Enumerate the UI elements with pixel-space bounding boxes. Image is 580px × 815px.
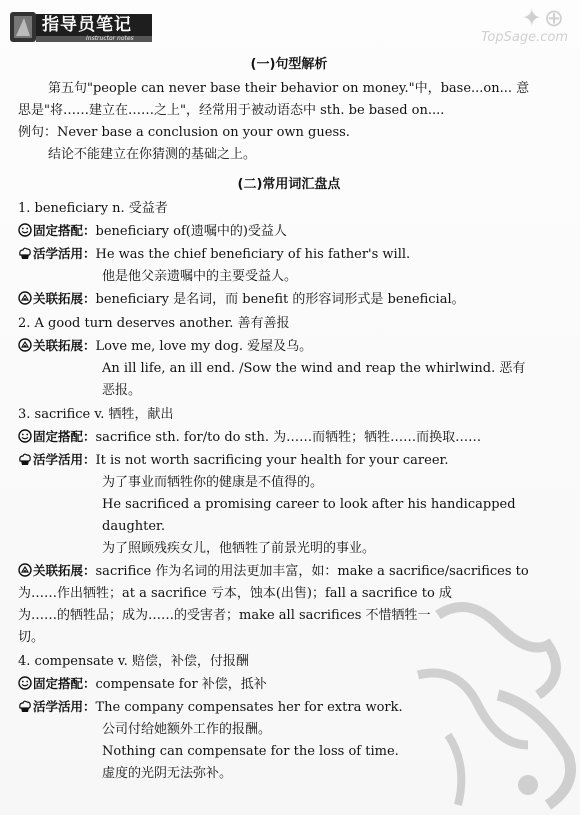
chef-hat-icon [18,699,32,713]
item4-fixed [18,673,560,696]
header-subtitle: Instructor notes [86,35,134,42]
item3-extend-line1: sacrifice 作为名词的用法更加丰富，如：make a sacrifice/sacrifices to [95,564,529,579]
item1-fixed [18,220,560,243]
item1-title: 1. beneficiary n. 受益者 [18,201,168,216]
extend-label: 关联拓展： [33,291,96,306]
section1-para-line2: 思是"将……建立在……之上"，经常用于被动语态中 sth. be based on.... [18,103,445,118]
extend-label: 关联拓展： [33,338,96,353]
item3-extend-line3: 为……的牺牲品；成为……的受害者；make all sacrifices 不惜牺牲一 [18,608,431,623]
item3-extend [18,560,560,583]
example-label: 例句： [18,125,58,140]
item3-usage-en1: It is not worth sacrificing your health for your career. [95,453,449,468]
watermark-top [456,2,576,54]
item3-usage [18,449,560,472]
smiley-icon [18,223,32,237]
item4-usage [18,696,560,719]
item3-usage-zh2: 为了照顾残疾女儿，他牺牲了前景光明的事业。 [102,541,376,556]
watermark-site: TopSage.com [481,30,568,45]
link-circle-icon [18,338,32,352]
item3-usage-en2a: He sacrificed a promising career to look after his handicapped [102,497,516,512]
item1-extend-text: beneficiary 是名词，而 benefit 的形容词形式是 beneficial。 [95,292,465,307]
header-title: 指导员笔记 [42,15,132,35]
item4-usage-zh2: 虚度的光阴无法弥补。 [102,766,233,781]
item4-usage-en1: The company compensates her for extra work. [95,700,403,715]
item3-title: 3. sacrifice v. 牺牲，献出 [18,407,174,422]
smiley-icon [18,676,32,690]
example-zh: 结论不能建立在你猜测的基础之上。 [48,147,257,162]
section1-title: (一)句型解析 [250,57,328,72]
item1-fixed-text: beneficiary of(遗嘱中的)受益人 [95,224,287,239]
item2-extend-line1: Love me, love my dog. 爱屋及乌。 [95,339,313,354]
item1-usage-zh: 他是他父亲遗嘱中的主要受益人。 [102,269,298,284]
item1-usage [18,243,560,266]
link-circle-icon [18,291,32,305]
fixed-label: 固定搭配： [33,429,96,444]
section1-para-line1: 第五句"people can never base their behavior on money."中，base...on... 意 [48,81,530,96]
chef-hat-icon [18,452,32,466]
header-logo [10,8,154,46]
usage-label: 活学活用： [33,452,96,467]
item3-extend-line4: 切。 [18,630,45,645]
item4-fixed-text: compensate for 补偿，抵补 [95,677,267,692]
watermark-glyph: ✦⊕ [521,4,566,32]
fixed-label: 固定搭配： [33,223,96,238]
item2-extend [18,335,560,358]
item4-usage-zh1: 公司付给她额外工作的报酬。 [102,722,272,737]
item3-usage-zh1: 为了事业而牺牲你的健康是不值得的。 [102,475,324,490]
item3-usage-en2b: daughter. [102,519,165,534]
main-content [18,48,560,785]
section1-example [18,122,560,144]
item4-title: 4. compensate v. 赔偿，补偿，付报酬 [18,654,249,669]
chef-hat-icon [18,246,32,260]
item3-fixed-text: sacrifice sth. for/to do sth. 为……而牺牲；牺牲……而换取…… [95,430,482,445]
link-circle-icon [18,563,32,577]
item3-extend-line2: 为……作出牺牲；at a sacrifice 亏本，蚀本(出售)；fall a sacrifice to 成 [18,586,452,601]
example-en: Never base a conclusion on your own guess. [57,125,350,140]
extend-label: 关联拓展： [33,563,96,578]
item2-extend-line3: 恶报。 [102,383,142,398]
item2-extend-line2: An ill life, an ill end. /Sow the wind and reap the whirlwind. 恶有 [102,361,526,376]
item1-extend [18,288,560,311]
item1-usage-en: He was the chief beneficiary of his father's will. [95,247,411,262]
item2-title: 2. A good turn deserves another. 善有善报 [18,316,290,331]
usage-label: 活学活用： [33,699,96,714]
fixed-label: 固定搭配： [33,676,96,691]
smiley-icon [18,429,32,443]
section2-title: (二)常用词汇盘点 [237,177,341,192]
item3-fixed [18,426,560,449]
usage-label: 活学活用： [33,246,96,261]
item4-usage-en2: Nothing can compensate for the loss of time. [102,744,399,759]
